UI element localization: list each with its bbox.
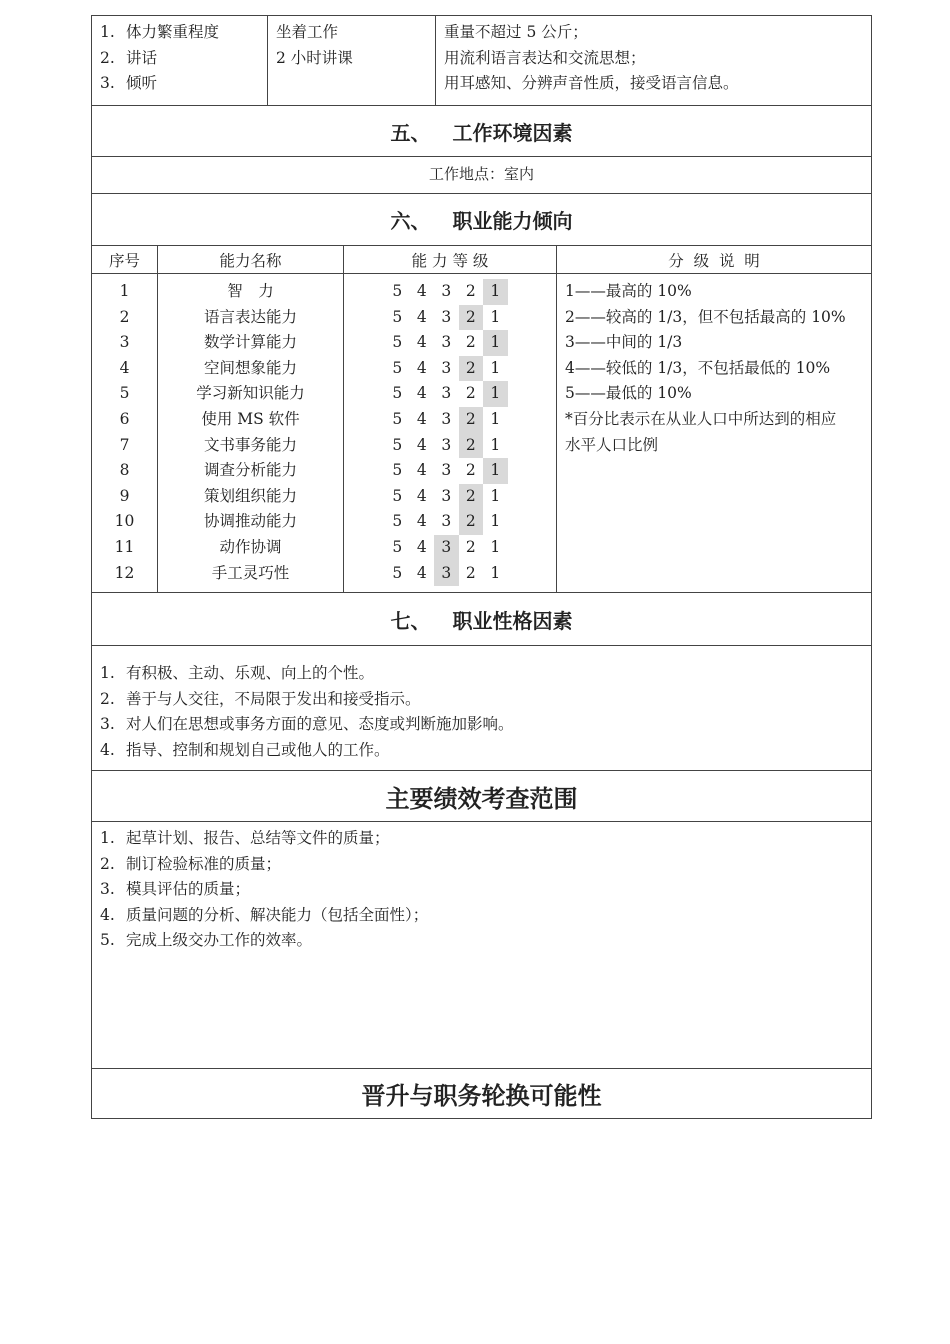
level-4: 4 bbox=[416, 282, 427, 300]
item-text: 指导、控制和规划自己或他人的工作。 bbox=[126, 740, 390, 759]
requirement-line: 用流利语言表达和交流思想； bbox=[444, 48, 646, 67]
ability-level-scale bbox=[385, 433, 556, 459]
level-1-selected: 1 bbox=[483, 381, 508, 407]
level-1-selected: 1 bbox=[483, 458, 508, 484]
level-4: 4 bbox=[416, 563, 427, 582]
list-item bbox=[100, 46, 259, 72]
level-3-selected: 3 bbox=[434, 535, 459, 561]
item-text: 完成上级交办工作的效率。 bbox=[126, 931, 313, 950]
promotion-heading: 晋升与职务轮换可能性 bbox=[92, 1069, 872, 1119]
level-5: 5 bbox=[392, 358, 403, 377]
item-text: 善于与人交往，不局限于发出和接受指示。 bbox=[126, 689, 421, 708]
item-number: 2. bbox=[100, 854, 115, 873]
performance-heading: 主要绩效考查范围 bbox=[92, 771, 872, 822]
level-5: 5 bbox=[392, 409, 403, 428]
ability-seq: 5 bbox=[119, 384, 130, 403]
section-5-header-row bbox=[92, 106, 872, 157]
item-number: 5. bbox=[100, 931, 115, 950]
demand-conditions-cell bbox=[268, 16, 436, 106]
section-title: 职业性格因素 bbox=[452, 608, 573, 633]
level-5: 5 bbox=[392, 563, 403, 582]
ability-name: 使用 MS 软件 bbox=[201, 409, 300, 428]
level-4: 4 bbox=[416, 358, 427, 377]
demand-requirements-cell bbox=[436, 16, 872, 106]
work-location: 工作地点：室内 bbox=[92, 157, 872, 194]
level-2-selected: 2 bbox=[459, 484, 484, 510]
level-description-line: 水平人口比例 bbox=[565, 435, 659, 454]
ability-table-header bbox=[92, 246, 872, 274]
ability-seq: 3 bbox=[119, 333, 130, 352]
section-6-heading bbox=[92, 194, 872, 246]
ability-level-scale bbox=[385, 407, 556, 433]
item-text: 质量问题的分析、解决能力（包括全面性）； bbox=[126, 905, 429, 924]
ability-seq: 10 bbox=[114, 512, 135, 531]
item-text: 倾听 bbox=[126, 74, 158, 93]
ability-level-scale bbox=[385, 381, 556, 407]
level-2-selected: 2 bbox=[459, 305, 484, 331]
col-header-level: 能 力 等 级 bbox=[344, 246, 557, 274]
ability-name: 手工灵巧性 bbox=[211, 563, 290, 582]
ability-seq: 6 bbox=[119, 409, 130, 428]
ability-seq: 11 bbox=[114, 537, 135, 556]
level-5: 5 bbox=[392, 333, 403, 352]
ability-level-scale bbox=[385, 279, 556, 305]
list-item bbox=[100, 687, 863, 713]
list-item bbox=[100, 826, 863, 852]
item-text: 讲话 bbox=[126, 48, 158, 67]
col-header-name: 能力名称 bbox=[158, 246, 344, 274]
promotion-header-row bbox=[92, 1069, 872, 1119]
level-5: 5 bbox=[392, 537, 403, 556]
section-number: 五、 bbox=[390, 120, 431, 145]
item-text: 起草计划、报告、总结等文件的质量； bbox=[126, 829, 390, 847]
level-description-line: 1——最高的 10% bbox=[565, 282, 692, 300]
level-3: 3 bbox=[441, 512, 452, 531]
level-3: 3 bbox=[441, 384, 452, 403]
level-description-line: *百分比表示在从业人口中所达到的相应 bbox=[565, 409, 837, 428]
level-1: 1 bbox=[490, 512, 501, 531]
level-3: 3 bbox=[441, 307, 452, 326]
level-description-line: 3——中间的 1/3 bbox=[565, 333, 683, 352]
level-1: 1 bbox=[490, 563, 501, 582]
section-title: 职业能力倾向 bbox=[452, 209, 573, 233]
list-item bbox=[100, 661, 863, 687]
ability-seq: 2 bbox=[119, 307, 130, 326]
level-4: 4 bbox=[416, 537, 427, 556]
ability-name: 语言表达能力 bbox=[204, 307, 298, 326]
list-item bbox=[100, 877, 863, 903]
job-description-page bbox=[91, 15, 871, 1119]
ability-name: 动作协调 bbox=[219, 537, 282, 556]
section-7-header-row bbox=[92, 593, 872, 646]
level-3: 3 bbox=[441, 435, 452, 454]
level-description-line: 5——最低的 10% bbox=[565, 384, 692, 403]
level-2-selected: 2 bbox=[459, 407, 484, 433]
ability-level-scale bbox=[385, 484, 556, 510]
ability-level-scale bbox=[385, 561, 556, 587]
level-2: 2 bbox=[465, 537, 476, 556]
level-5: 5 bbox=[392, 384, 403, 403]
ability-name: 策划组织能力 bbox=[204, 486, 298, 505]
level-4: 4 bbox=[416, 333, 427, 352]
item-number: 2. bbox=[100, 48, 115, 67]
section-6-header-row bbox=[92, 194, 872, 246]
level-description-column bbox=[557, 274, 872, 593]
ability-seq: 1 bbox=[119, 282, 130, 300]
ability-name: 调查分析能力 bbox=[204, 461, 298, 480]
level-5: 5 bbox=[392, 435, 403, 454]
level-3: 3 bbox=[441, 409, 452, 428]
ability-table-body bbox=[92, 274, 872, 593]
col-header-seq: 序号 bbox=[92, 246, 158, 274]
level-1: 1 bbox=[490, 358, 501, 377]
demand-items-list bbox=[100, 20, 259, 97]
level-4: 4 bbox=[416, 307, 427, 326]
ability-name: 空间想象能力 bbox=[204, 358, 298, 377]
requirement-line: 用耳感知、分辨声音性质，接受语言信息。 bbox=[444, 74, 739, 93]
section-number: 六、 bbox=[390, 209, 431, 233]
level-5: 5 bbox=[392, 512, 403, 531]
level-1: 1 bbox=[490, 307, 501, 326]
section-number: 七、 bbox=[390, 608, 431, 633]
ability-level-scale bbox=[385, 509, 556, 535]
list-item bbox=[100, 712, 863, 738]
demand-items-cell bbox=[92, 16, 268, 106]
item-text: 对人们在思想或事务方面的意见、态度或判断施加影响。 bbox=[126, 715, 514, 734]
list-item bbox=[100, 852, 863, 878]
level-4: 4 bbox=[416, 435, 427, 454]
level-3-selected: 3 bbox=[434, 561, 459, 587]
level-4: 4 bbox=[416, 512, 427, 531]
level-2: 2 bbox=[465, 461, 476, 480]
level-2-selected: 2 bbox=[459, 356, 484, 382]
level-description-line: 4——较低的 1/3，不包括最低的 10% bbox=[565, 358, 831, 377]
condition-line: 2 小时讲课 bbox=[276, 48, 353, 67]
level-1-selected: 1 bbox=[483, 330, 508, 356]
level-3: 3 bbox=[441, 461, 452, 480]
ability-level-scale bbox=[385, 356, 556, 382]
level-5: 5 bbox=[392, 461, 403, 480]
level-4: 4 bbox=[416, 384, 427, 403]
section-title: 工作环境因素 bbox=[452, 120, 573, 145]
level-1-selected: 1 bbox=[483, 279, 508, 305]
level-2: 2 bbox=[465, 282, 476, 300]
personality-list bbox=[100, 661, 863, 763]
list-item bbox=[100, 903, 863, 929]
condition-line: 坐着工作 bbox=[276, 23, 339, 41]
ability-name: 学习新知识能力 bbox=[196, 384, 305, 403]
section-7-heading bbox=[92, 593, 872, 646]
item-text: 制订检验标准的质量； bbox=[126, 854, 282, 873]
item-text: 有积极、主动、乐观、向上的个性。 bbox=[126, 664, 375, 682]
level-2: 2 bbox=[465, 333, 476, 352]
item-number: 3. bbox=[100, 74, 115, 93]
level-2-selected: 2 bbox=[459, 509, 484, 535]
item-number: 3. bbox=[100, 715, 115, 734]
level-4: 4 bbox=[416, 486, 427, 505]
level-5: 5 bbox=[392, 307, 403, 326]
list-item bbox=[100, 738, 863, 764]
col-header-desc: 分 级 说 明 bbox=[557, 246, 872, 274]
ability-level-scale bbox=[385, 458, 556, 484]
level-1: 1 bbox=[490, 486, 501, 505]
list-item bbox=[100, 71, 259, 97]
job-spec-table bbox=[91, 15, 872, 1119]
item-number: 1. bbox=[100, 23, 115, 41]
ability-seq: 4 bbox=[119, 358, 130, 377]
level-5: 5 bbox=[392, 282, 403, 300]
item-text: 模具评估的质量； bbox=[126, 880, 251, 899]
level-3: 3 bbox=[441, 333, 452, 352]
list-item bbox=[100, 20, 259, 46]
level-3: 3 bbox=[441, 282, 452, 300]
ability-seq: 8 bbox=[119, 461, 130, 480]
performance-list bbox=[100, 826, 863, 954]
item-number: 2. bbox=[100, 689, 115, 708]
level-4: 4 bbox=[416, 461, 427, 480]
level-2: 2 bbox=[465, 563, 476, 582]
work-location-row bbox=[92, 157, 872, 194]
ability-name: 智 力 bbox=[227, 282, 274, 300]
level-2-selected: 2 bbox=[459, 433, 484, 459]
personality-factors-cell bbox=[92, 646, 872, 771]
item-number: 4. bbox=[100, 905, 115, 924]
section-5-heading bbox=[92, 106, 872, 157]
ability-level-scale bbox=[385, 535, 556, 561]
level-1: 1 bbox=[490, 537, 501, 556]
personality-factors-row bbox=[92, 646, 872, 771]
ability-seq: 9 bbox=[119, 486, 130, 505]
ability-seq-column bbox=[92, 274, 158, 593]
ability-name-column bbox=[158, 274, 344, 593]
ability-seq: 12 bbox=[114, 563, 135, 582]
item-number: 4. bbox=[100, 740, 115, 759]
requirement-line: 重量不超过 5 公斤； bbox=[444, 23, 588, 41]
level-3: 3 bbox=[441, 486, 452, 505]
level-description-line: 2——较高的 1/3，但不包括最高的 10% bbox=[565, 307, 846, 326]
item-number: 3. bbox=[100, 880, 115, 899]
ability-name: 文书事务能力 bbox=[204, 435, 298, 454]
ability-name: 协调推动能力 bbox=[204, 512, 298, 531]
level-5: 5 bbox=[392, 486, 403, 505]
item-number: 1. bbox=[100, 664, 115, 682]
level-2: 2 bbox=[465, 384, 476, 403]
level-4: 4 bbox=[416, 409, 427, 428]
ability-level-scale bbox=[385, 305, 556, 331]
level-1: 1 bbox=[490, 409, 501, 428]
physical-demands-row bbox=[92, 16, 872, 106]
item-text: 体力繁重程度 bbox=[126, 23, 220, 41]
performance-items-cell bbox=[92, 822, 872, 1069]
level-1: 1 bbox=[490, 435, 501, 454]
ability-seq: 7 bbox=[119, 435, 130, 454]
ability-level-scale bbox=[385, 330, 556, 356]
ability-level-column bbox=[344, 274, 557, 593]
ability-name: 数学计算能力 bbox=[204, 333, 298, 352]
level-3: 3 bbox=[441, 358, 452, 377]
item-number: 1. bbox=[100, 829, 115, 847]
performance-items-row bbox=[92, 822, 872, 1069]
list-item bbox=[100, 928, 863, 954]
performance-header-row bbox=[92, 771, 872, 822]
